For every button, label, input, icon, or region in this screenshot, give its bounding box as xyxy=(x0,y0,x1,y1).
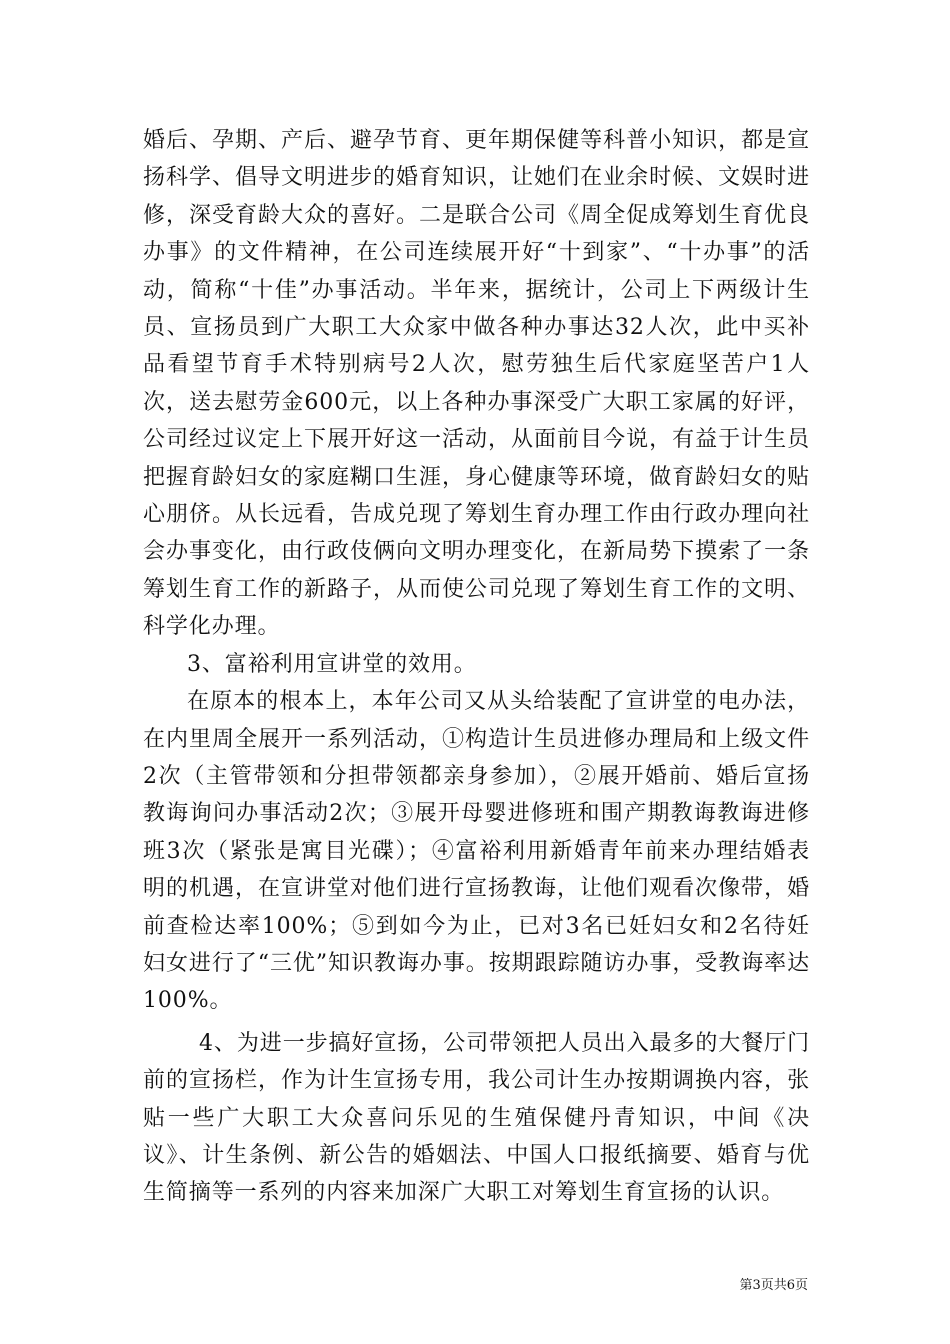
section-heading-3: 3、富裕利用宣讲堂的效用。 xyxy=(187,651,477,677)
document-body xyxy=(143,122,810,1212)
paragraph-lecture-hall: 在原本的根本上，本年公司又从头给装配了宣讲堂的电办法，在内里周全展开一系列活动，①构造计生员进修办理局和上级文件2次（主管带领和分担带领都亲身参加），②展开婚前、婚后宣扬教诲询问办事活动2次；③展开母婴进修班和围产期教诲教诲进修班3次（紧张是寓目光碟）；④富裕利用新婚青年前来办理结婚表明的机遇，在宣讲堂对他们进行宣扬教诲，让他们观看次像带，婚前查检达率100%；⑤到如今为止，已对3名已妊妇女和2名待妊妇女进行了“三优”知识教诲办事。按期跟踪随访办事，受教诲率达100%。 xyxy=(143,689,810,1014)
paragraph-continuation: 婚后、孕期、产后、避孕节育、更年期保健等科普小知识，都是宣扬科学、倡导文明进步的婚育知识，让她们在业余时候、文娱时进修，深受育龄大众的喜好。二是联合公司《周全促成筹划生育优良办事》的文件精神，在公司连续展开好“十到家”、“十办事”的活动，简称“十佳”办事活动。半年来，据统计，公司上下两级计生员、宣扬员到广大职工大众家中做各种办事达32人次，此中买补品看望节育手术特别病号2人次，慰劳独生后代家庭坚苦户1人次，送去慰劳金600元，以上各种办事深受广大职工家属的好评，公司经过议定上下展开好这一活动，从面前目今说，有益于计生员把握育龄妇女的家庭糊口生涯，身心健康等环境，做育龄妇女的贴心朋侪。从长远看，告成兑现了筹划生育办理工作由行政办理向社会办事变化，由行政伎俩向文明办理变化，在新局势下摸索了一条筹划生育工作的新路子，从而使公司兑现了筹划生育工作的文明、科学化办理。 xyxy=(143,128,810,640)
page-number: 第3页共6页 xyxy=(739,1278,808,1293)
paragraph-publicity-board: 4、为进一步搞好宣扬，公司带领把人员出入最多的大餐厅门前的宣扬栏，作为计生宣扬专用，我公司计生办按期调换内容，张贴一些广大职工大众喜问乐见的生殖保健丹青知识，中间《决议》、计生条例、新公告的婚姻法、中国人口报纸摘要、婚育与优生简摘等一系列的内容来加深广大职工对筹划生育宣扬的认识。 xyxy=(143,1030,810,1206)
